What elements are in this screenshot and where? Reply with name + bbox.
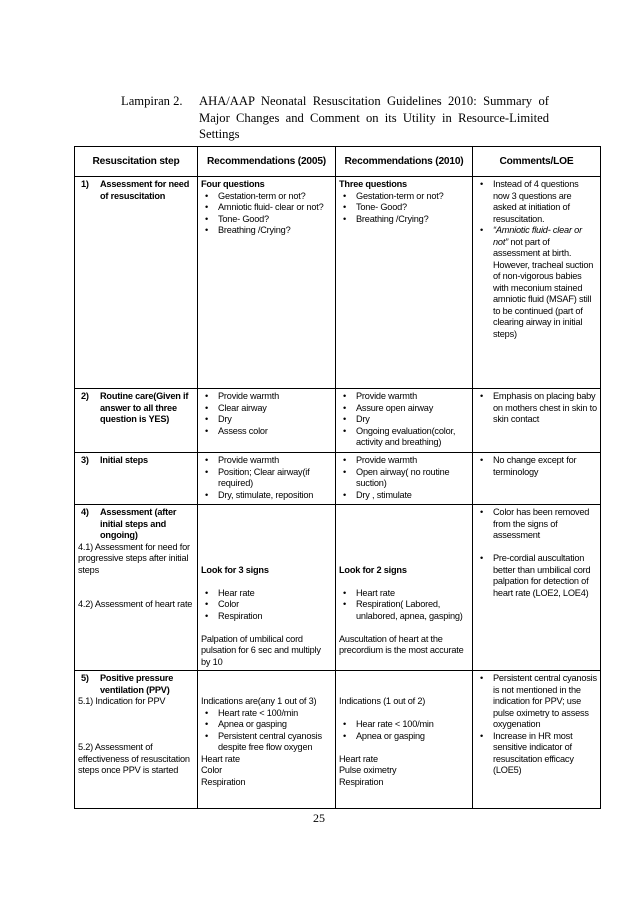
list-item: • Color has been removed from the signs of assessment (476, 507, 597, 542)
step-number: 3) (81, 455, 89, 465)
header-comments-loe: Comments/LOE (473, 147, 601, 177)
rec-title: Look for 2 signs (339, 564, 407, 575)
list-item: • Respiration( Labored, unlabored, apnea, gasping) (339, 599, 469, 622)
comment-cell (473, 389, 601, 453)
list-item: • Clear airway (201, 403, 332, 415)
comment-text: not part of assessment at birth. However, tracheal suction of non-vigorous babies with meconium stained amniotic fluid (MSAF) still to be continued (part of clearing airway in initial steps) (493, 236, 594, 339)
step-label: Positive pressure ventilation (PPV) (100, 673, 174, 695)
rec-line: Pulse oximetry (339, 765, 397, 775)
list-item: • Open airway( no routine suction) (339, 467, 469, 490)
header-recommendations-2005: Recommendations (2005) (198, 147, 336, 177)
list-item: • Pre-cordial auscultation better than umbilical cord palpation for detection of heart rate (LOE2, LOE4) (476, 553, 597, 599)
comment-cell (473, 453, 601, 505)
list-item: • Apnea or gasping (201, 719, 332, 731)
table-row (75, 453, 601, 505)
list-item: • No change except for terminology (476, 455, 597, 478)
list-item: • Heart rate < 100/min (201, 708, 332, 720)
rec-2010-cell (336, 505, 473, 671)
rec-line: Respiration (339, 776, 384, 787)
rec-title: Indications are(any 1 out of 3) (201, 696, 317, 706)
list-item: • Tone- Good? (339, 202, 469, 214)
list-item: • Amniotic fluid- clear or not? (201, 202, 332, 214)
list-item: • Ongoing evaluation(color, activity and breathing) (339, 426, 469, 449)
list-item: • Dry , stimulate (339, 490, 469, 502)
list-item: • Provide warmth (201, 455, 332, 467)
rec-title: Look for 3 signs (201, 564, 269, 575)
rec-line: Color (201, 765, 222, 775)
step-label: Initial steps (100, 455, 148, 465)
resuscitation-table (74, 146, 601, 809)
list-item: • Increase in HR most sensitive indicator of resuscitation efficacy (LOE5) (476, 731, 597, 777)
caption-text: AHA/AAP Neonatal Resuscitation Guidelines 2010: Summary of Major Changes and Comment on its Utility in Resource-Limited Settings (199, 94, 549, 141)
rec-2005-cell (198, 389, 336, 453)
list-item: • Emphasis on placing baby on mothers chest in skin to skin contact (476, 391, 597, 426)
list-item: • Persistent central cyanosis despite free flow oxygen (201, 731, 332, 754)
step-cell (75, 177, 198, 389)
list-item: • Tone- Good? (201, 214, 332, 226)
step-number: 2) (81, 391, 89, 401)
header-recommendations-2010: Recommendations (2010) (336, 147, 473, 177)
list-item (476, 225, 597, 340)
rec-2010-cell (336, 389, 473, 453)
list-item: • Apnea or gasping (339, 731, 469, 743)
table-row (75, 671, 601, 809)
list-item: • Breathing /Crying? (339, 214, 469, 226)
list-item: • Assure open airway (339, 403, 469, 415)
rec-note: Auscultation of heart at the precordium is the most accurate (339, 633, 464, 655)
table-row (75, 177, 601, 389)
rec-note: Palpation of umbilical cord pulsation for 6 sec and multiply by 10 (201, 633, 321, 667)
list-item: • Dry (201, 414, 332, 426)
list-item: • Dry (339, 414, 469, 426)
step-label: Assessment for need of resuscitation (100, 179, 190, 201)
rec-title: Indications (1 out of 2) (339, 696, 426, 706)
step-cell (75, 453, 198, 505)
step-cell (75, 671, 198, 809)
page-number: 25 (313, 811, 325, 825)
rec-2005-cell (198, 505, 336, 671)
list-item: • Provide warmth (339, 391, 469, 403)
rec-2005-cell (198, 453, 336, 505)
list-item: • Color (201, 599, 332, 611)
rec-2010-cell (336, 177, 473, 389)
step-number: 4) (81, 507, 89, 517)
list-item: • Persistent central cyanosis is not mentioned in the indication for PPV; use pulse oximetry to assess oxygenation (476, 673, 597, 731)
list-item: • Heart rate (339, 588, 469, 600)
rec-title: Three questions (339, 179, 407, 189)
rec-2010-cell (336, 453, 473, 505)
rec-line: Heart rate (201, 753, 240, 764)
step-label: Routine care(Given if answer to all three question is YES) (100, 391, 189, 424)
list-item: • Dry, stimulate, reposition (201, 490, 332, 502)
substep-label: 4.2) Assessment of heart rate (78, 599, 193, 609)
rec-line: Heart rate (339, 753, 378, 764)
list-item: • Breathing /Crying? (201, 225, 332, 237)
rec-2005-cell (198, 671, 336, 809)
step-label: Assessment (after initial steps and ongoing) (100, 507, 177, 540)
rec-title: Four questions (201, 179, 265, 189)
rec-line: Respiration (201, 776, 246, 787)
rec-2005-cell (198, 177, 336, 389)
list-item: • Assess color (201, 426, 332, 438)
substep-label: 5.2) Assessment of effectiveness of resuscitation steps once PPV is started (78, 742, 190, 775)
comment-italic: “Amniotic fluid- clear or not” (493, 225, 582, 247)
list-item: • Hear rate < 100/min (339, 719, 469, 731)
comment-cell (473, 505, 601, 671)
substep-label: 5.1) Indication for PPV (78, 696, 166, 706)
list-item: • Hear rate (201, 588, 332, 600)
table-header-row (75, 147, 601, 177)
list-item: • Respiration (201, 611, 332, 623)
list-item: • Position; Clear airway(if required) (201, 467, 332, 490)
table-row (75, 505, 601, 671)
header-resuscitation-step: Resuscitation step (75, 147, 198, 177)
table-row (75, 389, 601, 453)
comment-cell (473, 177, 601, 389)
rec-2010-cell (336, 671, 473, 809)
substep-label: 4.1) Assessment for need for progressive steps after initial steps (78, 541, 190, 575)
list-item: • Provide warmth (201, 391, 332, 403)
step-cell (75, 389, 198, 453)
step-number: 5) (81, 673, 89, 683)
caption-label: Lampiran 2. (121, 94, 183, 108)
step-number: 1) (81, 179, 89, 189)
list-item: • Instead of 4 questions now 3 questions are asked at initiation of resuscitation. (476, 179, 597, 225)
list-item: • Gestation-term or not? (339, 191, 469, 203)
list-item: • Gestation-term or not? (201, 191, 332, 203)
step-cell (75, 505, 198, 671)
comment-cell (473, 671, 601, 809)
list-item: • Provide warmth (339, 455, 469, 467)
